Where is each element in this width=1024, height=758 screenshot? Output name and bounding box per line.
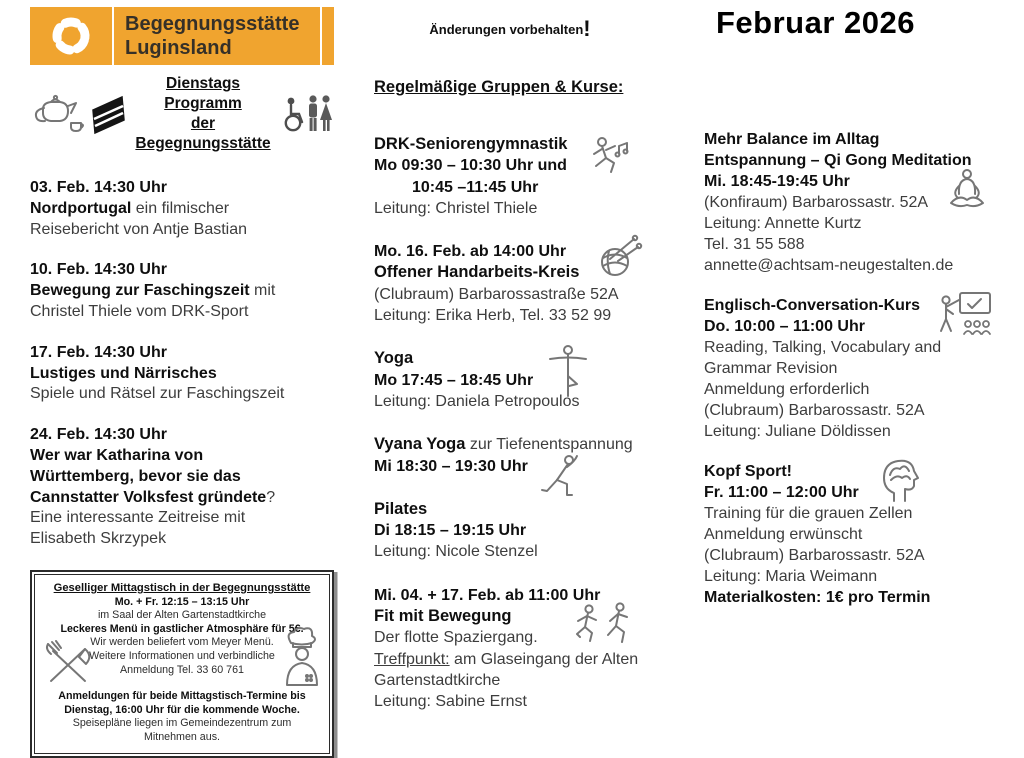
- course-vyana-yoga: [374, 434, 674, 477]
- course-registration: Anmeldung erwünscht: [704, 526, 863, 543]
- course-title: Kopf Sport!: [704, 463, 792, 480]
- course-time: 10:45 –11:45 Uhr: [412, 178, 539, 196]
- logo-banner: [30, 7, 334, 65]
- program-title-line1: Dienstags Programm: [164, 75, 242, 112]
- course-registration: Anmeldung erforderlich: [704, 381, 870, 398]
- event-lustiges: [30, 343, 334, 405]
- event-line: Spiele und Rätsel zur Faschingszeit: [30, 385, 285, 403]
- event-nordportugal: [30, 178, 334, 240]
- course-date: Mo. 16. Feb. ab 14:00 Uhr: [374, 243, 567, 261]
- course-date: Mi. 04. + 17. Feb. ab 11:00 Uhr: [374, 586, 601, 604]
- course-time: Do. 10:00 – 11:00 Uhr: [704, 318, 865, 335]
- event-line: Christel Thiele vom DRK-Sport: [30, 302, 249, 320]
- course-time: Mi 18:30 – 19:30 Uhr: [374, 457, 528, 475]
- course-desc: Der flotte Spaziergang.: [374, 629, 538, 647]
- left-column: [30, 7, 334, 758]
- regular-courses-list: [374, 134, 674, 713]
- course-title: Mehr Balance im Alltag: [704, 131, 880, 148]
- event-katharina: [30, 425, 334, 550]
- course-time: Di 18:15 – 19:15 Uhr: [374, 522, 527, 540]
- course-time: Fr. 11:00 – 12:00 Uhr: [704, 484, 859, 501]
- course-phone: Tel. 31 55 588: [704, 236, 805, 253]
- groups-courses-heading: Regelmäßige Gruppen & Kurse:: [374, 78, 624, 96]
- exclamation-mark: !: [583, 16, 591, 41]
- event-line: Bewegung zur Faschingszeit mit: [30, 282, 276, 300]
- lunch-time: Mo. + Fr. 12:15 – 13:15 Uhr: [114, 595, 250, 608]
- course-leader: Leitung: Annette Kurtz: [704, 215, 862, 232]
- course-seniorengymnastik: [374, 134, 674, 219]
- logo-title-line1: Begegnungsstätte: [125, 13, 300, 35]
- lunch-note-bold-line2: Dienstag, 16:00 Uhr für die kommende Woche.: [64, 703, 300, 716]
- course-location: (Clubraum) Barbarossastraße 52A: [374, 285, 619, 303]
- brain-icon: [876, 451, 926, 503]
- course-location: (Konfiraum) Barbarossastr. 52A: [704, 194, 929, 211]
- course-title: Offener Handarbeits-Kreis: [374, 263, 580, 282]
- program-header-row: [30, 74, 334, 154]
- lunch-location: im Saal der Alten Gartenstadtkirche: [97, 609, 267, 622]
- course-title-line2: Entspannung – Qi Gong Meditation: [704, 152, 972, 169]
- lunch-note-line2: Mitnehmen aus.: [143, 730, 221, 743]
- course-desc-line1: Reading, Talking, Vocabulary and: [704, 339, 942, 356]
- teacher-icon: [934, 291, 994, 337]
- lunch-menu: Leckeres Menü in gastlicher Atmosphäre für 5€.: [60, 622, 304, 635]
- event-line: Eine interessante Zeitreise mit: [30, 509, 246, 527]
- fork-knife-icon: [43, 639, 93, 689]
- course-qi-gong: [704, 129, 1004, 276]
- month-title: Februar 2026: [716, 5, 915, 40]
- course-leader: Leitung: Nicole Stenzel: [374, 543, 538, 561]
- course-title: Fit mit Bewegung: [374, 607, 512, 626]
- chef-icon: [278, 625, 326, 687]
- lunch-box-title: Geselliger Mittagstisch in der Begegnungsstätte: [53, 581, 311, 594]
- course-title-line: Vyana Yoga zur Tiefenentspannung: [374, 435, 633, 454]
- event-line: Lustiges und Närrisches: [30, 364, 217, 382]
- course-leader: Leitung: Daniela Petropoulos: [374, 392, 580, 410]
- course-pilates: [374, 499, 674, 563]
- event-line: Wer war Katharina von: [30, 446, 204, 464]
- walkers-icon: [574, 601, 640, 653]
- lunch-box: [30, 570, 334, 758]
- event-line: Cannstatter Volksfest gründete?: [30, 488, 276, 506]
- course-title: Englisch-Conversation-Kurs: [704, 297, 921, 314]
- course-meeting-point-line2: Gartenstadtkirche: [374, 671, 501, 689]
- course-location: (Clubraum) Barbarossastr. 52A: [704, 402, 925, 419]
- course-title: DRK-Seniorengymnastik: [374, 135, 568, 153]
- course-yoga: [374, 348, 674, 412]
- event-bewegung: [30, 260, 334, 322]
- yoga-icon: [544, 344, 592, 398]
- course-title: Yoga: [374, 349, 414, 368]
- course-fit-mit-bewegung: [374, 585, 674, 713]
- event-line: Reisebericht von Antje Bastian: [30, 220, 248, 238]
- course-title: Pilates: [374, 499, 428, 518]
- tuesday-events-list: [30, 178, 334, 550]
- program-title: [126, 74, 280, 154]
- event-line: Württemberg, bevor sie das: [30, 467, 241, 485]
- course-material-cost: Materialkosten: 1€ pro Termin: [704, 589, 931, 606]
- lunch-info-line1: Weitere Informationen und verbindliche: [89, 649, 275, 662]
- dancer-icon: [586, 134, 632, 178]
- cake-slice-icon: [90, 92, 126, 136]
- course-desc-line2: Grammar Revision: [704, 360, 838, 377]
- right-courses-list: [704, 129, 1004, 608]
- yarn-icon: [596, 231, 644, 283]
- stretch-icon: [539, 453, 591, 503]
- lunch-info-line2: Anmeldung Tel. 33 60 761: [120, 663, 244, 676]
- course-leader: Leitung: Maria Weimann: [704, 568, 878, 585]
- course-email: annette@achtsam-neugestalten.de: [704, 257, 954, 274]
- event-date: 10. Feb. 14:30 Uhr: [30, 261, 167, 279]
- lunch-note-bold-line1: Anmeldungen für beide Mittagstisch-Termine bis: [58, 690, 306, 703]
- logo-endcap: [322, 7, 334, 65]
- course-time: Mo 17:45 – 18:45 Uhr: [374, 371, 534, 389]
- lunch-box-content: [34, 574, 330, 755]
- middle-column: [374, 16, 674, 735]
- lunch-delivery: Wir werden beliefert vom Meyer Menü.: [90, 636, 274, 649]
- course-location: (Clubraum) Barbarossastr. 52A: [704, 547, 925, 564]
- program-title-line2: der Begegnungsstätte: [135, 115, 271, 152]
- lunch-note-line1: Speisepläne liegen im Gemeindezentrum zum: [72, 717, 292, 730]
- changes-notice: Änderungen vorbehalten!: [429, 16, 591, 41]
- event-date: 17. Feb. 14:30 Uhr: [30, 343, 167, 361]
- course-handarbeits-kreis: [374, 241, 674, 326]
- course-leader: Leitung: Sabine Ernst: [374, 693, 527, 711]
- course-leader: Leitung: Juliane Döldissen: [704, 423, 891, 440]
- event-line: Elisabeth Skrzypek: [30, 530, 167, 548]
- event-date: 24. Feb. 14:30 Uhr: [30, 426, 167, 444]
- right-column: [704, 6, 1004, 627]
- people-accessibility-icon: [280, 92, 334, 136]
- course-leader: Leitung: Erika Herb, Tel. 33 52 99: [374, 307, 612, 325]
- logo-title-line2: Luginsland: [125, 37, 232, 59]
- course-time: Mi. 18:45-19:45 Uhr: [704, 173, 850, 190]
- course-meeting-point: Treffpunkt: am Glaseingang der Alten: [374, 650, 639, 668]
- course-time: Mo 09:30 – 10:30 Uhr und: [374, 157, 567, 175]
- teapot-icon: [30, 92, 86, 136]
- course-kopf-sport: [704, 461, 1004, 608]
- course-leader: Leitung: Christel Thiele: [374, 199, 538, 217]
- meditation-icon: [944, 167, 990, 213]
- event-date: 03. Feb. 14:30 Uhr: [30, 179, 167, 196]
- event-line: Nordportugal ein filmischer: [30, 199, 230, 217]
- logo-title: [114, 12, 320, 60]
- course-desc: Training für die grauen Zellen: [704, 505, 913, 522]
- course-english-conversation: [704, 295, 1004, 442]
- flower-logo-icon: [30, 12, 112, 60]
